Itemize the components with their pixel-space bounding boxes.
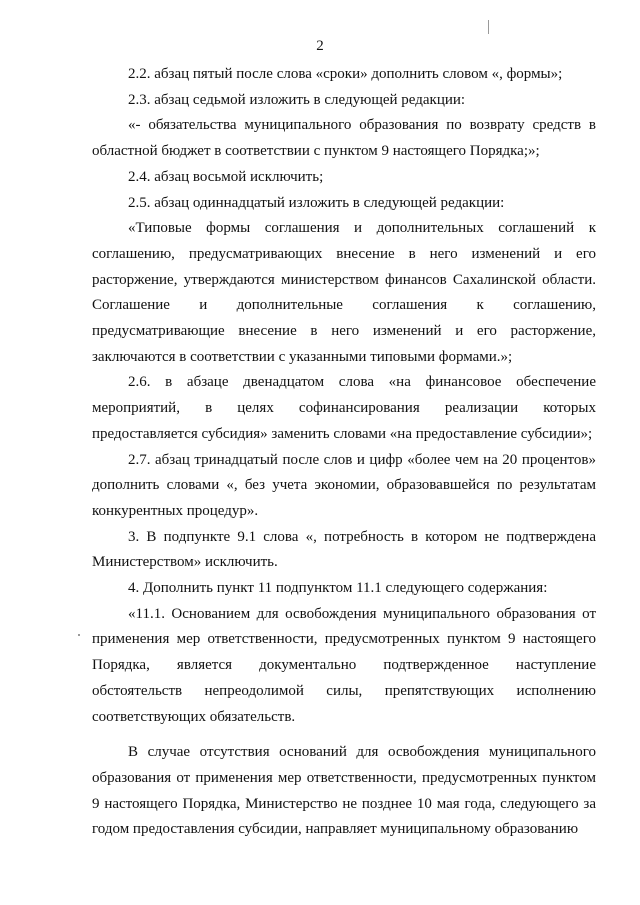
paragraph-4: 4. Дополнить пункт 11 подпунктом 11.1 следующего содержания: xyxy=(128,580,548,597)
paragraph-2-4: 2.4. абзац восьмой исключить; xyxy=(128,168,324,185)
paragraph-quote-obligations: «- обязательства муниципального образования по возврату средств в областной бюджет в соответствии с пунктом 9 настоящего Порядка;»; xyxy=(92,117,596,160)
paragraph-2-2: 2.2. абзац пятый после слова «сроки» дополнить словом «, формы»; xyxy=(128,66,563,82)
scan-mark xyxy=(78,634,80,636)
scan-mark xyxy=(488,20,489,34)
paragraph-quote-11-1: «11.1. Основанием для освобождения муниципального образования от применения мер ответственности, предусмотренных пунктом 9 настоящего Порядка, является документально подтвержденное наступление обстоятельств непреодолимой силы, препятствующих исполнению соответствующих обязательств. xyxy=(92,605,596,725)
paragraph-2-7: 2.7. абзац тринадцатый после слов и цифр «более чем на 20 процентов» дополнить словами «, без учета экономии, образовавшейся по результатам конкурентных процедур». xyxy=(92,451,596,519)
paragraph-2-5: 2.5. абзац одиннадцатый изложить в следующей редакции: xyxy=(128,194,505,211)
paragraph-quote-typical-forms: «Типовые формы соглашения и дополнительных соглашений к соглашению, предусматривающих внесение в него изменений и его расторжение, утверждаются министерством финансов Сахалинской области. Соглашение и дополнительные соглашения к соглашению, предусматривающие внесение в него изменений и его расторжение, заключаются в соответствии с указанными типовыми формами.»; xyxy=(92,220,596,365)
document-body xyxy=(92,62,596,843)
paragraph-3: 3. В подпункте 9.1 слова «, потребность в котором не подтверждена Министерством» исключить. xyxy=(92,528,596,571)
paragraph-2-3: 2.3. абзац седьмой изложить в следующей редакции: xyxy=(128,91,466,108)
page-number: 2 xyxy=(316,38,324,54)
paragraph-2-6: 2.6. в абзаце двенадцатом слова «на финансовое обеспечение мероприятий, в целях софинансирования реализации которых предоставляется субсидия» заменить словами «на предоставление субсидии»; xyxy=(92,374,596,442)
paragraph-absence-of-grounds: В случае отсутствия оснований для освобождения муниципального образования от применения мер ответственности, предусмотренных пунктом 9 настоящего Порядка, Министерство не позднее 10 мая года, следующего за годом предоставления субсидии, направляет муниципальному образованию xyxy=(92,744,596,838)
